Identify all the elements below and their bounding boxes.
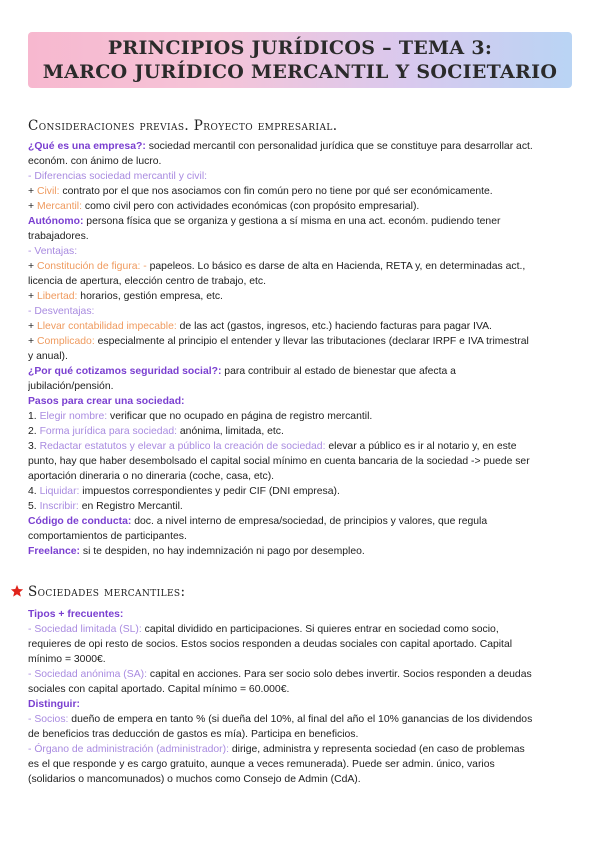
text-line: Pasos para crear una sociedad:	[28, 396, 185, 407]
term-label: ¿Qué es una empresa?:	[28, 141, 146, 152]
text-line: - Desventajas:	[28, 306, 95, 317]
step-line: 5. Inscribir: en Registro Mercantil.	[28, 501, 183, 512]
step-line: 1. Elegir nombre: verificar que no ocupado en página de registro mercantil.	[28, 411, 373, 422]
text-line: - Ventajas:	[28, 246, 78, 257]
text-line: y anual).	[28, 351, 68, 362]
text-line: Distinguir:	[28, 699, 80, 710]
section-heading-sociedades: Sociedades mercantiles:	[28, 584, 186, 600]
text-line: aportación dineraria o no dineraria (coche, casa, etc).	[28, 471, 275, 482]
title-line-1: PRINCIPIOS JURÍDICOS – TEMA 3:	[107, 37, 493, 59]
step-line: 4. Liquidar: impuestos correspondientes y pedir CIF (DNI empresa).	[28, 486, 340, 497]
star-icon	[10, 584, 24, 598]
text-line: punto, hay que haber desembolsado el capital social mínimo en cuenta bancaria de la sociedad -> puede ser	[28, 456, 530, 467]
text-line: - Socios: dueño de empera en tanto % (si dueña del 10%, al final del año el 10% ganancias de los dividendos	[28, 714, 533, 725]
text-line: - Sociedad anónima (SA): capital en acciones. Para ser socio solo debes invertir. Socios responden a deudas	[28, 669, 532, 680]
text-line: - Sociedad limitada (SL): capital dividido en participaciones. Si quieres entrar en sociedad como socio,	[28, 624, 499, 635]
text-line: + Constitución de figura: - papeleos. Lo básico es darse de alta en Hacienda, RETA y, en determinadas act.,	[28, 261, 526, 272]
text-line: Freelance: si te despiden, no hay indemnización ni pago por desempleo.	[28, 546, 365, 557]
text-line: + Llevar contabilidad impecable: de las act (gastos, ingresos, etc.) haciendo facturas para pagar IVA.	[28, 321, 492, 332]
title-line-2: MARCO JURÍDICO MERCANTIL Y SOCIETARIO	[42, 61, 558, 83]
text-line: + Libertad: horarios, gestión empresa, etc.	[28, 291, 223, 302]
text-line: Código de conducta: doc. a nivel interno de empresa/sociedad, de principios y valores, que regula	[28, 516, 488, 527]
text-line: ¿Qué es una empresa?: sociedad mercantil con personalidad jurídica que se constituye para desarrollar act.	[28, 141, 533, 152]
title-banner	[28, 32, 572, 88]
text-line: - Diferencias sociedad mercantil y civil:	[28, 171, 208, 182]
text-line: es el que responde y es cargo gratuito, aunque a veces remunerada). Puede ser admin. único, varios	[28, 759, 495, 770]
text-line: económ. con ánimo de lucro.	[28, 156, 162, 167]
text-line: - Órgano de administración (administrador): dirige, administra y representa sociedad (en caso de problemas	[28, 744, 525, 755]
text-line: sociales con capital aportado. Capital mínimo = 60.000€.	[28, 684, 290, 695]
text-line: jubilación/pensión.	[28, 381, 114, 392]
text-line: Autónomo: persona física que se organiza y gestiona a sí misma en una act. económ. pudiendo tener	[28, 216, 501, 227]
text-line: trabajadores.	[28, 231, 89, 242]
text-line: (solidarios o mancomunados) o muchos como Consejo de Admin (CdA).	[28, 774, 361, 785]
section-heading-consideraciones: Consideraciones previas. Proyecto empresarial.	[28, 118, 338, 134]
step-line: 2. Forma jurídica para sociedad: anónima, limitada, etc.	[28, 426, 284, 437]
text-line: + Complicado: especialmente al principio el entender y llevar las tributaciones (declarar IRPF e IVA trimestral	[28, 336, 529, 347]
text-line: mínimo = 3000€.	[28, 654, 106, 665]
text-line: ¿Por qué cotizamos seguridad social?: para contribuir al estado de bienestar que afecta a	[28, 366, 456, 377]
text-line: requieres de opi resto de socios. Estos socios responden a deudas sociales con capital aportado. Capital	[28, 639, 513, 650]
text-line: + Civil: contrato por el que nos asociamos con fin común pero no tiene por qué ser económicamente.	[28, 186, 493, 197]
text-line: de beneficios tras deducción de gastos es mía). Participa en beneficios.	[28, 729, 359, 740]
text-line: Tipos + frecuentes:	[28, 609, 124, 620]
text-line: + Mercantil: como civil pero con actividades económicas (con propósito empresarial).	[28, 201, 420, 212]
text-line: comportamientos de participantes.	[28, 531, 187, 542]
text-line: licencia de apertura, elección centro de trabajo, etc.	[28, 276, 266, 287]
step-line: 3. Redactar estatutos y elevar a público la creación de sociedad: elevar a público es ir al notario y, en este	[28, 441, 517, 452]
